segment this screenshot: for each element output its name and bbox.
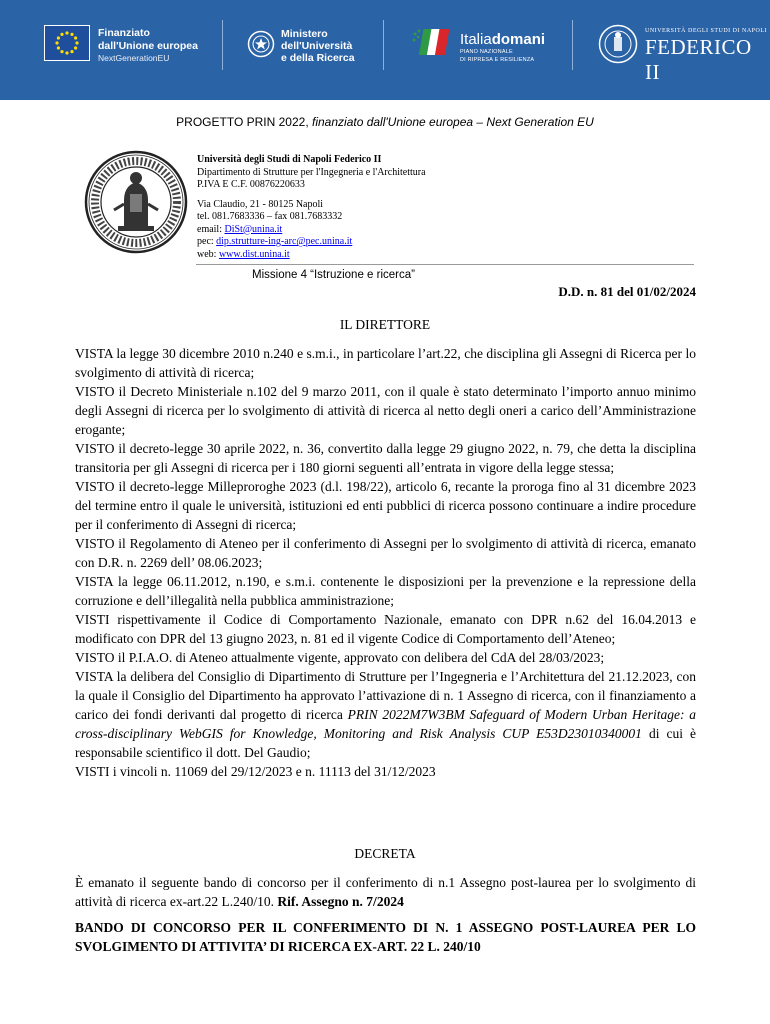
eu-flag-icon	[44, 25, 90, 61]
paragraph-2: VISTO il Decreto Ministeriale n.102 del 9 marzo 2011, con il quale è stato determinato l’importo annuo minimo degli Assegni di ricerca per lo svolgimento di attività di ricerca al netto degli oneri a carico dell’Amministrazione erogante;	[75, 384, 696, 437]
paragraph-9-text: VISTA la delibera del Consiglio di Dipartimento di Strutture per l’Ingegneria e l’Architettura del 21.12.2023, con la quale il Consiglio del Dipartimento ha approvato l’attivazione di n. 1 Assegno di ricerca, con il finanziamento a carico dei fondi derivanti dal progetto di ricerca	[75, 669, 696, 722]
director-heading: IL DIRETTORE	[339, 317, 431, 332]
decreta-heading: DECRETA	[354, 846, 416, 861]
web-row	[197, 249, 426, 262]
university-name: Università degli Studi di Napoli Federico II	[197, 154, 382, 165]
vat-number: P.IVA E C.F. 00876220633	[197, 179, 305, 190]
eu-line3: NextGenerationEU	[98, 53, 170, 63]
paragraph-5: VISTO il Regolamento di Ateneo per il conferimento di Assegni per lo svolgimento di attività di ricerca, emanato con D.R. n. 2269 dell’ 08.06.2023;	[75, 536, 696, 570]
ministry-label	[281, 28, 355, 64]
pec-label: pec:	[197, 236, 217, 247]
emanato-text: È emanato il seguente bando di concorso per il conferimento di n.1 Assegno post-laurea per lo svolgimento di attività di ricerca ex-art.22 L.240/10.	[75, 875, 696, 909]
italian-emblem-icon	[247, 29, 275, 59]
federico-seal-icon	[598, 24, 638, 64]
email-label: email:	[197, 223, 225, 235]
eu-line1: Finanziato	[98, 27, 150, 39]
pec-row	[197, 236, 426, 249]
eu-line2: dall'Unione europea	[98, 39, 198, 52]
paragraph-6: VISTA la legge 06.11.2012, n.190, e s.m.i. contenente le disposizioni per la prevenzione e la repressione della corruzione e dell’illegalità nella pubblica amministrazione;	[75, 574, 696, 608]
banner-divider	[383, 20, 384, 70]
department-name: Dipartimento di Strutture per l'Ingegneria e l'Architettura	[197, 166, 426, 178]
federico-big-text: FEDERICO II	[645, 35, 752, 84]
document-body	[75, 344, 696, 781]
emanato-paragraph	[75, 873, 696, 911]
italiadomani-logo-icon	[410, 26, 456, 60]
university-seal-icon	[84, 150, 188, 254]
italiadomani-sub2: DI RIPRESA E RESILIENZA	[460, 57, 535, 63]
federico-small-text: UNIVERSITÀ DEGLI STUDI DI NAPOLI	[645, 28, 767, 34]
paragraph-9	[75, 667, 696, 762]
ministry-line3: e della Ricerca	[281, 52, 355, 64]
banner-divider	[222, 20, 223, 70]
pec-link[interactable]: dip.strutture-ing-arc@pec.unina.it	[216, 236, 353, 247]
project-italic: finanziato dall'Unione europea – Next Generation EU	[312, 115, 594, 129]
paragraph-9-project-title: PRIN 2022M7W3BM Safeguard of Modern Urban Heritage: a cross-disciplinary WebGIS for Knowledge, Monitoring and Risk Analysis CUP E53D23010340001	[75, 707, 696, 741]
paragraph-1: VISTA la legge 30 dicembre 2010 n.240 e s.m.i., in particolare l’art.22, che disciplina gli Assegni di Ricerca per lo svolgimento di attività di ricerca;	[75, 346, 696, 380]
eu-funding-label	[98, 27, 198, 65]
project-line	[0, 115, 770, 129]
italiadomani-brand-a: Italia	[460, 31, 492, 48]
university-contact-block	[197, 154, 426, 261]
web-link[interactable]: www.dist.unina.it	[218, 248, 290, 260]
header-banner	[0, 0, 770, 100]
bando-title: BANDO DI CONCORSO PER IL CONFERIMENTO DI N. 1 ASSEGNO POST-LAUREA PER LO SVOLGIMENTO DI ATTIVITA’ DI RICERCA EX-ART. 22 L. 240/10	[75, 920, 696, 954]
paragraph-8: VISTO il P.I.A.O. di Ateneo attualmente vigente, approvato con delibera del CdA del 28/03/2023;	[75, 650, 605, 665]
phone-fax: tel. 081.7683336 – fax 081.7683332	[197, 211, 343, 222]
emanato-reference: Rif. Assegno n. 7/2024	[277, 894, 404, 909]
ministry-line2: dell'Università	[281, 40, 353, 52]
federico-label	[645, 28, 770, 85]
email-row	[197, 224, 426, 237]
paragraph-9-tail: di cui è responsabile scientifico il dott. Del Gaudio;	[75, 726, 696, 760]
decree-number: D.D. n. 81 del 01/02/2024	[558, 284, 696, 299]
italiadomani-sub1: PIANO NAZIONALE	[460, 49, 513, 55]
paragraph-10: VISTI i vincoli n. 11069 del 29/12/2023 e n. 11113 del 31/12/2023	[75, 764, 436, 779]
project-prefix: PROGETTO PRIN 2022,	[176, 115, 312, 129]
italiadomani-label	[460, 32, 545, 63]
web-label: web:	[197, 248, 219, 260]
paragraph-7: VISTI rispettivamente il Codice di Comportamento Nazionale, emanato con DPR n.62 del 16.04.2013 e modificato con DPR del 13 giugno 2023, n. 81 ed il vigente Codice di Comportamento dell’Ateneo;	[75, 612, 696, 646]
email-link[interactable]: DiSt@unina.it	[224, 223, 283, 235]
paragraph-4: VISTO il decreto-legge Milleproroghe 2023 (d.l. 198/22), articolo 6, recante la proroga fino al 31 dicembre 2023 del termine entro il quale le università, istituzioni ed enti pubblici di ricerca possono continuare a indire procedure per il conferimento di Assegni di ricerca;	[75, 479, 696, 532]
address: Via Claudio, 21 - 80125 Napoli	[197, 198, 324, 210]
ministry-line1: Ministero	[281, 28, 328, 40]
italiadomani-brand-b: domani	[491, 31, 546, 48]
banner-divider	[572, 20, 573, 70]
header-divider	[196, 264, 694, 265]
missione-label: Missione 4 “Istruzione e ricerca”	[252, 269, 415, 281]
paragraph-3: VISTO il decreto-legge 30 aprile 2022, n. 36, convertito dalla legge 29 giugno 2022, n. 79, che detta la disciplina transitoria per gli Assegni di ricerca per i 180 giorni seguenti all’entrata in vigore della legge stessa;	[75, 441, 696, 475]
